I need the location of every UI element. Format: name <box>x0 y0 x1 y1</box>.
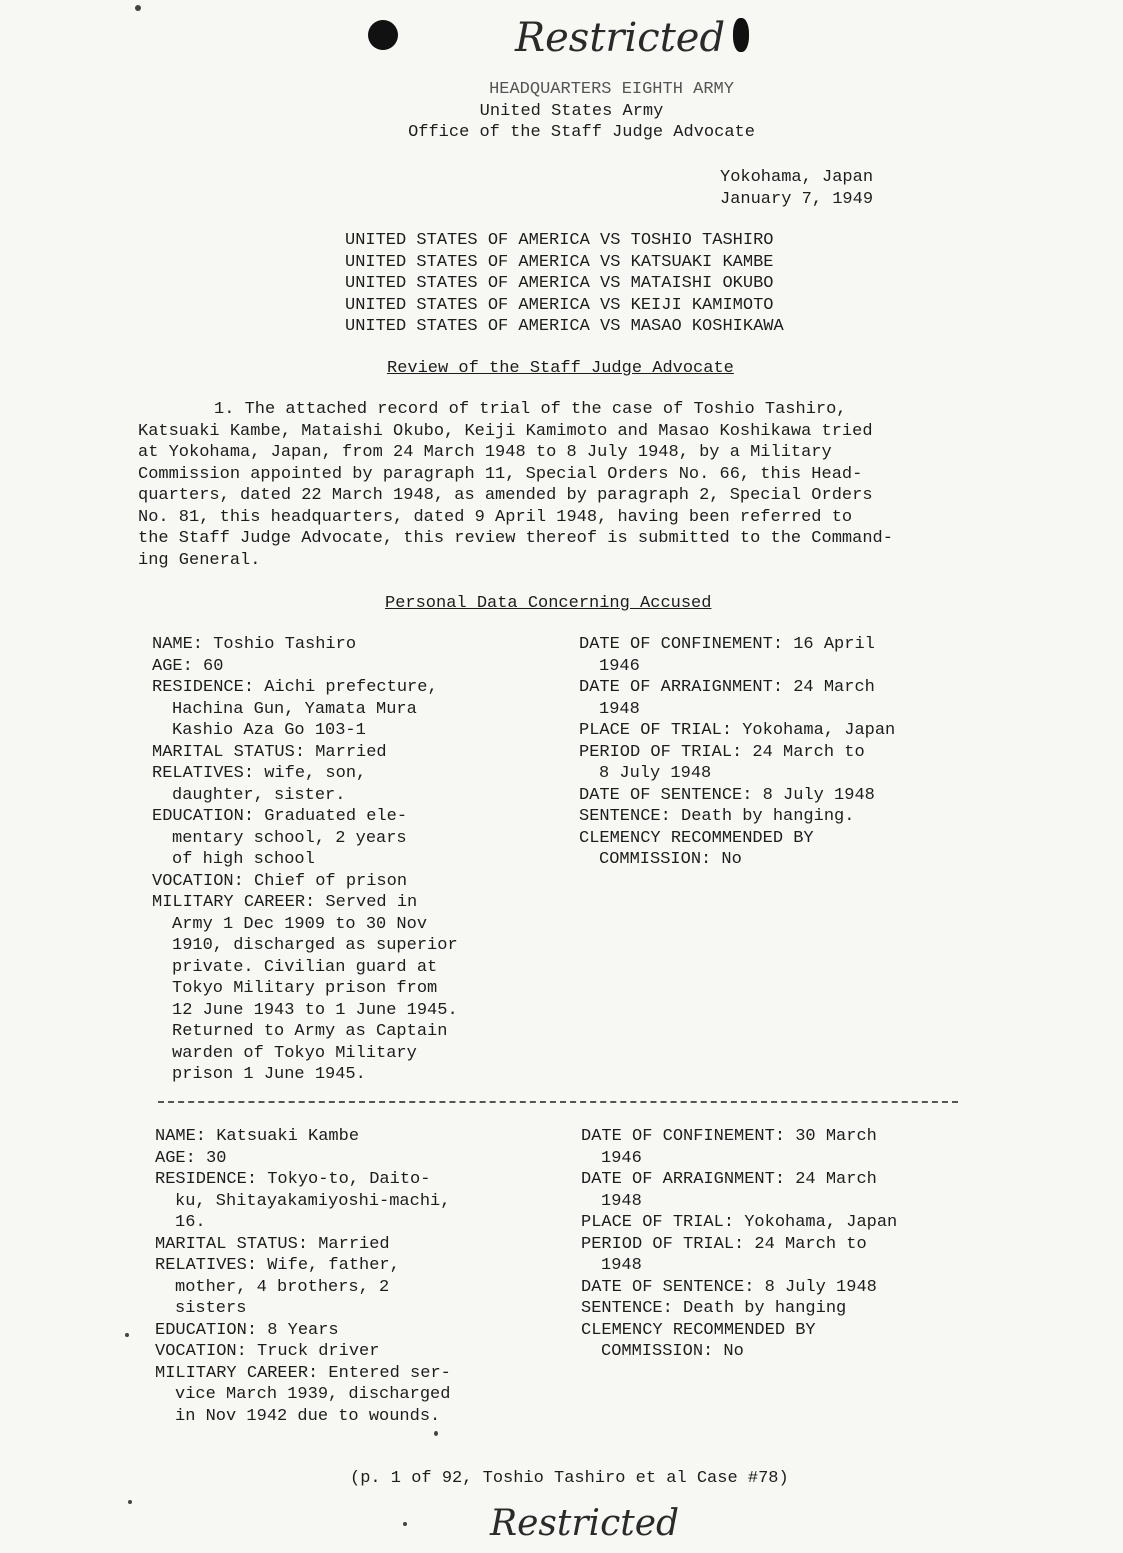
data-line: mother, 4 brothers, 2 <box>175 1277 390 1297</box>
data-line: RESIDENCE: Aichi prefecture, <box>152 678 438 697</box>
data-line: RELATIVES: Wife, father, <box>155 1256 400 1275</box>
data-line: RESIDENCE: Tokyo-to, Daito- <box>155 1170 431 1189</box>
data-line: PERIOD OF TRIAL: 24 March to <box>581 1234 867 1254</box>
caption-line: UNITED STATES OF AMERICA VS KATSUAKI KAMBE <box>345 252 774 272</box>
data-line: VOCATION: Chief of prison <box>152 871 408 891</box>
scan-speck <box>128 1500 132 1504</box>
data-line: MARITAL STATUS: Married <box>152 742 387 762</box>
data-line: DATE OF ARRAIGNMENT: 24 March <box>581 1170 877 1189</box>
data-line: MILITARY CAREER: Entered ser- <box>155 1363 451 1383</box>
data-line: warden of Tokyo Military <box>172 1043 417 1063</box>
data-line: NAME: Katsuaki Kambe <box>155 1127 360 1146</box>
scan-speck <box>403 1522 407 1526</box>
data-line: PLACE OF TRIAL: Yokohama, Japan <box>581 1213 898 1232</box>
data-line: MILITARY CAREER: Served in <box>152 893 418 912</box>
scan-speck <box>434 1431 438 1436</box>
paragraph-line: Commission appointed by paragraph 11, Special Orders No. 66, this Head- <box>138 464 863 484</box>
data-line: EDUCATION: Graduated ele- <box>152 807 408 826</box>
data-line: SENTENCE: Death by hanging. <box>579 807 855 826</box>
data-line: AGE: 60 <box>152 656 224 676</box>
data-line: Tokyo Military prison from <box>172 979 438 998</box>
data-line: 16. <box>175 1213 206 1232</box>
data-line: private. Civilian guard at <box>172 957 438 977</box>
paragraph-line: 1. The attached record of trial of the case of Toshio Tashiro, <box>214 400 847 419</box>
date: January 7, 1949 <box>720 190 874 209</box>
data-line: SENTENCE: Death by hanging <box>581 1299 847 1318</box>
punch-hole-right <box>733 18 749 52</box>
paragraph-line: Katsuaki Kambe, Mataishi Okubo, Keiji Kamimoto and Masao Koshikawa tried <box>138 421 873 441</box>
data-line: NAME: Toshio Tashiro <box>152 635 357 654</box>
data-line: of high school <box>172 850 315 869</box>
data-line: in Nov 1942 due to wounds. <box>175 1406 441 1426</box>
data-line: PLACE OF TRIAL: Yokohama, Japan <box>579 721 896 740</box>
restricted-stamp-bottom: Restricted <box>490 1503 680 1544</box>
data-line: daughter, sister. <box>172 785 346 805</box>
scan-speck <box>125 1333 129 1337</box>
caption-line: UNITED STATES OF AMERICA VS MATAISHI OKUBO <box>345 274 774 293</box>
data-line: DATE OF SENTENCE: 8 July 1948 <box>579 785 875 805</box>
data-line: Kashio Aza Go 103-1 <box>172 721 366 740</box>
page-footer: (p. 1 of 92, Toshio Tashiro et al Case #78) <box>350 1469 789 1488</box>
caption-line: UNITED STATES OF AMERICA VS KEIJI KAMIMOTO <box>345 295 774 315</box>
data-line: AGE: 30 <box>155 1148 227 1168</box>
data-line: 1910, discharged as superior <box>172 936 458 955</box>
personal-data-title: Personal Data Concerning Accused <box>385 594 712 613</box>
letterhead <box>0 79 1123 144</box>
accused-1-right-column <box>579 634 895 871</box>
caption-line: UNITED STATES OF AMERICA VS TOSHIO TASHIRO <box>345 231 774 250</box>
review-title: Review of the Staff Judge Advocate <box>387 359 734 378</box>
data-line: DATE OF CONFINEMENT: 30 March <box>581 1127 877 1146</box>
restricted-stamp-top: Restricted <box>515 15 726 61</box>
data-line: 1946 <box>601 1148 642 1168</box>
paragraph-line: at Yokohama, Japan, from 24 March 1948 to 8 July 1948, by a Military <box>138 443 832 462</box>
data-line: 1948 <box>599 699 640 719</box>
data-line: ku, Shitayakamiyoshi-machi, <box>175 1191 451 1211</box>
data-line: sisters <box>175 1299 247 1318</box>
place: Yokohama, Japan <box>720 168 874 187</box>
data-line: DATE OF ARRAIGNMENT: 24 March <box>579 678 875 697</box>
section-separator <box>158 1101 958 1103</box>
data-line: Hachina Gun, Yamata Mura <box>172 699 417 719</box>
accused-2-right-column <box>581 1126 897 1363</box>
data-line: CLEMENCY RECOMMENDED BY <box>581 1320 816 1340</box>
paragraph-1 <box>138 399 948 571</box>
accused-2-left-column <box>155 1126 451 1427</box>
data-line: Returned to Army as Captain <box>172 1022 448 1041</box>
data-line: 1948 <box>601 1191 642 1211</box>
data-line: 1946 <box>599 656 640 676</box>
data-line: MARITAL STATUS: Married <box>155 1234 390 1254</box>
paragraph-line: No. 81, this headquarters, dated 9 April 1948, having been referred to <box>138 507 853 527</box>
data-line: 8 July 1948 <box>599 764 712 783</box>
paragraph-line: the Staff Judge Advocate, this review thereof is submitted to the Command- <box>138 529 893 548</box>
punch-hole-left <box>368 20 398 50</box>
data-line: CLEMENCY RECOMMENDED BY <box>579 828 814 848</box>
caption-line: UNITED STATES OF AMERICA VS MASAO KOSHIKAWA <box>345 317 784 336</box>
data-line: DATE OF CONFINEMENT: 16 April <box>579 635 875 654</box>
data-line: 12 June 1943 to 1 June 1945. <box>172 1000 458 1020</box>
letterhead-line-2: United States Army <box>479 101 664 121</box>
case-captions <box>345 230 784 338</box>
data-line: mentary school, 2 years <box>172 828 407 848</box>
paragraph-line: ing General. <box>138 550 261 570</box>
data-line: RELATIVES: wife, son, <box>152 764 367 783</box>
data-line: prison 1 June 1945. <box>172 1065 366 1084</box>
data-line: Army 1 Dec 1909 to 30 Nov <box>172 914 428 934</box>
data-line: VOCATION: Truck driver <box>155 1342 380 1361</box>
data-line: vice March 1939, discharged <box>175 1385 451 1404</box>
data-line: DATE OF SENTENCE: 8 July 1948 <box>581 1277 877 1297</box>
data-line: COMMISSION: No <box>599 850 742 869</box>
accused-1-left-column <box>152 634 458 1086</box>
scan-speck <box>135 5 141 11</box>
data-line: PERIOD OF TRIAL: 24 March to <box>579 742 865 762</box>
data-line: 1948 <box>601 1256 642 1275</box>
letterhead-line-3: Office of the Staff Judge Advocate <box>408 123 755 142</box>
letterhead-line-1: HEADQUARTERS EIGHTH ARMY <box>489 80 734 99</box>
data-line: EDUCATION: 8 Years <box>155 1320 339 1340</box>
paragraph-line: quarters, dated 22 March 1948, as amended by paragraph 2, Special Orders <box>138 486 873 505</box>
data-line: COMMISSION: No <box>601 1342 744 1361</box>
